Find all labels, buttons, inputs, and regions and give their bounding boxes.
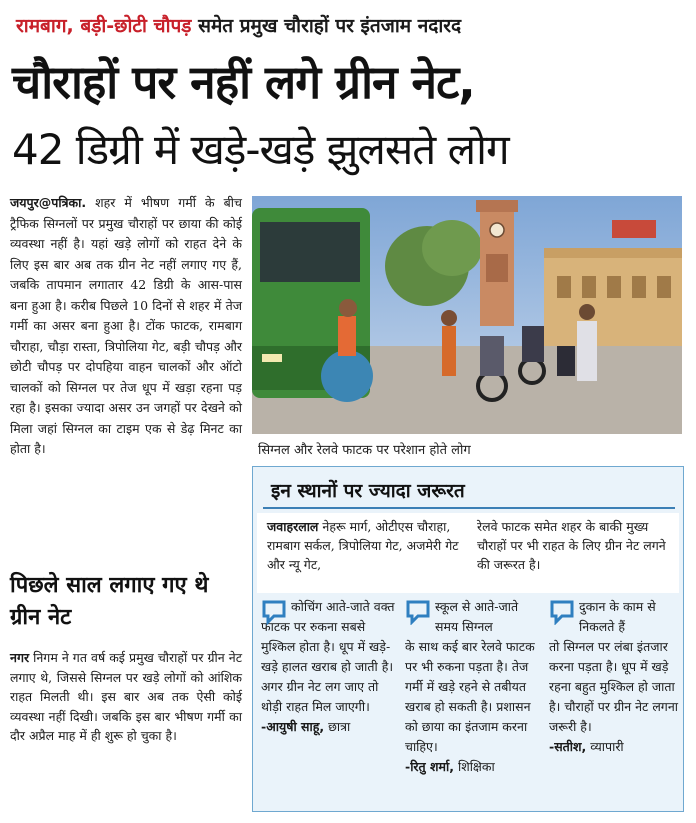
quote-author: -आयुषी साहू, xyxy=(261,719,325,734)
quote-role: शिक्षिका xyxy=(453,759,495,774)
subheading: पिछले साल लगाए गए थे ग्रीन नेट xyxy=(10,573,209,630)
quote-lead: कोचिंग आते-जाते वक्त xyxy=(291,599,395,614)
quote-text: तो सिग्नल पर लंबा इंतजार करना पड़ता है। धूप में खड़े रहना बहुत मुश्किल हो जाता है। चौराहों पर ग्रीन नेट लगना जरूरी है। xyxy=(549,639,679,734)
street-scene-illustration xyxy=(252,196,682,434)
lead-word: नगर xyxy=(10,650,30,665)
speech-bubble-icon xyxy=(405,599,431,625)
speech-bubble-icon xyxy=(549,599,575,625)
locations-left xyxy=(267,517,465,574)
article-text-2: निगम ने गत वर्ष कई प्रमुख चौराहों पर ग्रीन नेट लगाए थे, जिससे सिग्नल पर खड़े लोगों को आंशिक राहत मिलती थी। इस बार अब तक ऐसी कोई व्यवस्था नहीं दिखी। जबकि इस बार भीषण गर्मी का दौर अप्रैल माह में ही शुरू हो चुका है। xyxy=(10,650,242,743)
quote-1 xyxy=(261,597,397,737)
locations-lead: जवाहरलाल xyxy=(267,519,319,534)
box-title: इन स्थानों पर ज्यादा जरूरत xyxy=(271,480,465,502)
photo-caption: सिग्नल और रेलवे फाटक पर परेशान होते लोग xyxy=(258,443,471,458)
article-body xyxy=(10,193,242,460)
kicker-highlight: रामबाग, बड़ी-छोटी चौपड़ xyxy=(16,15,192,37)
quote-lead: दुकान के काम से निकलते हैं xyxy=(579,599,656,634)
locations-right: रेलवे फाटक समेत शहर के बाकी मुख्य चौराहों पर भी राहत के लिए ग्रीन नेट लगने की जरूरत है। xyxy=(477,519,666,572)
news-photo xyxy=(252,196,682,434)
quote-author: -रितु शर्मा, xyxy=(405,759,454,774)
article-text: शहर में भीषण गर्मी के बीच ट्रैफिक सिग्नलों पर प्रमुख चौराहों पर छाया की कोई व्यवस्था नहीं है। यहां खड़े लोगों को राहत देने के लिए इस बार अब तक ग्रीन नेट नहीं लगाए गए हैं, जबकि तापमान लगातार 42 डिग्री के आस-पास बना हुआ है। करीब पिछले 10 दिनों से शहर में तेज गर्मी का असर बना हुआ है। टोंक फाटक, रामबाग चौराहा, चौड़ा रास्ता, त्रिपोलिया गेट, बड़ी चौपड़ और छोटी चौपड़ पर दोपहिया वाहन चालकों और ऑटो चालकों को सिग्नल पर तेज धूप में खड़ा रहना पड़ रहा है। इसका ज्यादा असर उन जगहों पर देखने को मिला जहां सिग्नल का टाइम एक से डेढ़ मिनट का होता है। xyxy=(10,195,242,456)
headline-line-1: चौराहों पर नहीं लगे ग्रीन नेट, xyxy=(12,55,475,109)
headline-line-2: 42 डिग्री में खड़े-खड़े झुलसते लोग xyxy=(12,125,509,174)
quote-author: -सतीश, xyxy=(549,739,587,754)
info-box xyxy=(252,466,684,812)
box-divider xyxy=(263,507,675,509)
quote-lead: स्कूल से आते-जाते समय सिग्नल xyxy=(435,599,519,634)
article-body-2 xyxy=(10,648,242,746)
kicker xyxy=(16,12,461,38)
quote-role: छात्रा xyxy=(324,719,351,734)
dateline: जयपुर@पत्रिका. xyxy=(10,195,87,210)
quote-role: व्यापारी xyxy=(586,739,624,754)
quote-text: के साथ कई बार रेलवे फाटक पर भी रुकना पड़ता है। तेज गर्मी में खड़े रहने से तबीयत खराब हो सकती है। प्रशासन को छाया का इंतजाम करना चाहिए। xyxy=(405,639,535,754)
speech-bubble-icon xyxy=(261,599,287,625)
quote-2 xyxy=(405,597,541,777)
box-locations xyxy=(257,513,679,593)
quote-text: फाटक पर रुकना सबसे मुश्किल होता है। धूप में खड़े-खड़े हालत खराब हो जाती है। अगर ग्रीन नेट लग जाए तो थोड़ी राहत मिल जाएगी। xyxy=(261,619,394,714)
locations-left-text: नेहरू मार्ग, ओटीएस चौराहा, रामबाग सर्कल, त्रिपोलिया गेट, अजमेरी गेट और न्यू गेट, xyxy=(267,519,459,572)
kicker-text: समेत प्रमुख चौराहों पर इंतजाम नदारद xyxy=(191,15,462,37)
quote-3 xyxy=(549,597,685,757)
